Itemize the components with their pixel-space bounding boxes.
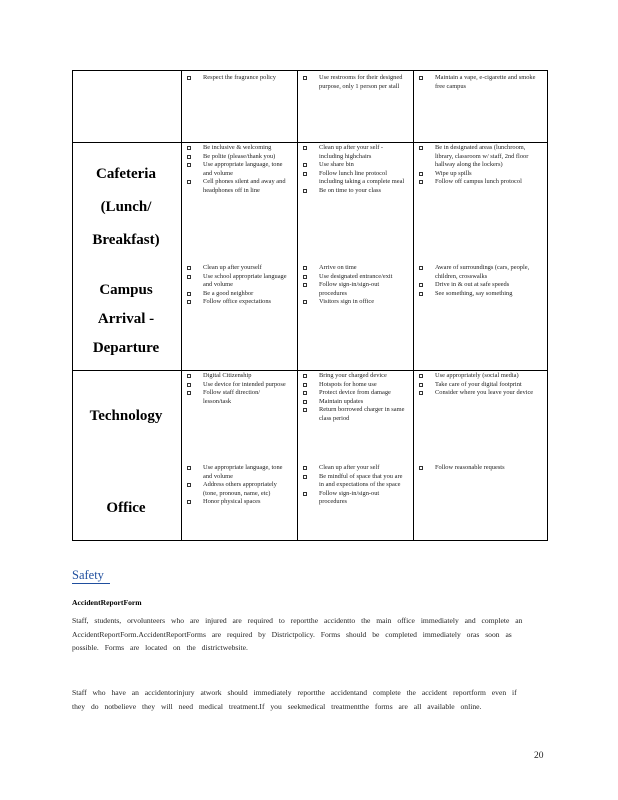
table-cell [185,144,289,196]
list-item: Bring your charged device [301,372,407,381]
list-item: Respect the fragrance policy [185,74,289,83]
table-border-top [73,70,547,71]
column-divider [413,70,414,540]
checkbox-icon [303,146,307,150]
list-item: See something, say something [417,290,541,299]
checkbox-icon [187,483,191,487]
checkbox-icon [419,292,423,296]
table-cell [301,464,407,507]
list-item: Visitors sign in office [301,298,407,307]
checkbox-icon [419,266,423,270]
list-item: Address others appropriately (tone, pronoun, name, etc) [185,481,289,498]
checkbox-icon [419,76,423,80]
table-cell [417,264,541,298]
list-item: Follow sign-in/sign-out procedures [301,281,407,298]
list-item: Use share bin [301,161,407,170]
list-item: Cell phones silent and away and headphones off in line [185,178,289,195]
checkbox-icon [303,492,307,496]
section-title: Safety [72,568,104,582]
list-item: Use restrooms for their designed purpose, only 1 person per stall [301,74,407,91]
checkbox-icon [187,163,191,167]
row-divider [73,142,547,143]
checkbox-icon [303,283,307,287]
table-cell [185,264,289,307]
checkbox-icon [303,266,307,270]
checkbox-icon [303,172,307,176]
row-label-office: Office [106,500,146,516]
table-cell [417,144,541,187]
section-title-underline [72,583,110,584]
list-item: Be in designated areas (lunchroom, library, classroom w/ staff, 2nd floor hallway along the lockers) [417,144,541,170]
table-cell [301,74,407,91]
table-cell [417,372,541,398]
list-item: Maintain updates [301,398,407,407]
checkbox-icon [187,180,191,184]
table-cell [301,372,407,424]
checkbox-icon [303,391,307,395]
list-item: Hotspots for home use [301,381,407,390]
list-item: Be on time to your class [301,187,407,196]
list-item: Use school appropriate language and volume [185,273,289,290]
list-item: Drive in & out at safe speeds [417,281,541,290]
column-divider [297,70,298,540]
checkbox-icon [419,466,423,470]
list-item: Clean up after yourself [185,264,289,273]
checkbox-icon [303,76,307,80]
checkbox-icon [303,466,307,470]
list-item: Be mindful of space that you are in and expectations of the space [301,473,407,490]
checkbox-icon [187,155,191,159]
list-item: Be inclusive & welcoming [185,144,289,153]
list-item: Follow lunch line protocol including taking a complete meal [301,170,407,187]
checkbox-icon [187,374,191,378]
checkbox-icon [187,500,191,504]
list-item: Be a good neighbor [185,290,289,299]
checkbox-icon [303,383,307,387]
table-cell [185,372,289,406]
table-cell [185,464,289,507]
column-divider [181,70,182,540]
checkbox-icon [303,300,307,304]
list-item: Digital Citizenship [185,372,289,381]
list-item: Follow sign-in/sign-out procedures [301,490,407,507]
row-label-technology: Technology [89,408,163,424]
list-item: Follow off campus lunch protocol [417,178,541,187]
table-cell [301,264,407,307]
checkbox-icon [419,172,423,176]
checkbox-icon [187,275,191,279]
paragraph-accident-report: Staff, students, orvolunteers who are injured are required to reportthe accidentto the main office immediately and complete an AccidentReportForm.AccidentReportForms are required by Districtpolicy. Forms should be completed immediately oras soon as possible. Forms are located on the districtwebsite. [72,616,523,652]
list-item: Follow reasonable requests [417,464,541,473]
checkbox-icon [419,391,423,395]
list-item: Maintain a vape, e-cigarette and smoke free campus [417,74,541,91]
row-divider [73,370,547,371]
checkbox-icon [303,408,307,412]
checkbox-icon [419,374,423,378]
expectations-table [72,70,548,541]
checkbox-icon [303,189,307,193]
list-item: Clean up after your self - including highchairs [301,144,407,161]
paragraph-staff-injury: Staff who have an accidentorinjury atwork should immediately reportthe accidentand complete the accident reportform even if they do notbelieve they will need medical treatment.If you seekmedical treatmentthe forms are all available online. [72,688,517,711]
list-item: Use appropriate language, tone and volume [185,161,289,178]
list-item: Be polite (please/thank you) [185,153,289,162]
list-item: Use device for intended purpose [185,381,289,390]
checkbox-icon [419,283,423,287]
checkbox-icon [187,391,191,395]
checkbox-icon [419,146,423,150]
table-cell [417,464,541,473]
table-cell [185,74,289,83]
checkbox-icon [187,76,191,80]
checkbox-icon [303,163,307,167]
list-item: Wipe up spills [417,170,541,179]
checkbox-icon [303,275,307,279]
checkbox-icon [187,300,191,304]
checkbox-icon [419,383,423,387]
list-item: Clean up after your self [301,464,407,473]
list-item: Take care of your digital footprint [417,381,541,390]
checkbox-icon [187,146,191,150]
table-cell [301,144,407,196]
checkbox-icon [187,466,191,470]
checkbox-icon [187,383,191,387]
list-item: Use appropriate language, tone and volume [185,464,289,481]
list-item: Protect device from damage [301,389,407,398]
checkbox-icon [303,374,307,378]
page-number: 20 [534,751,544,761]
list-item: Return borrowed charger in same class period [301,406,407,423]
checkbox-icon [419,180,423,184]
list-item: Arrive on time [301,264,407,273]
list-item: Consider where you leave your device [417,389,541,398]
section-subtitle: AccidentReportForm [72,598,142,607]
list-item: Follow staff direction/ lesson/task [185,389,289,406]
checkbox-icon [187,292,191,296]
list-item: Aware of surroundings (cars, people, children, crosswalks [417,264,541,281]
row-label-campus-arrival: Campus Arrival - Departure [92,282,160,356]
list-item: Use designated entrance/exit [301,273,407,282]
list-item: Honor physical spaces [185,498,289,507]
checkbox-icon [187,266,191,270]
row-label-cafeteria: Cafeteria (Lunch/ Breakfast) [92,166,160,248]
checkbox-icon [303,475,307,479]
table-cell [417,74,541,91]
list-item: Follow office expectations [185,298,289,307]
checkbox-icon [303,400,307,404]
list-item: Use appropriately (social media) [417,372,541,381]
